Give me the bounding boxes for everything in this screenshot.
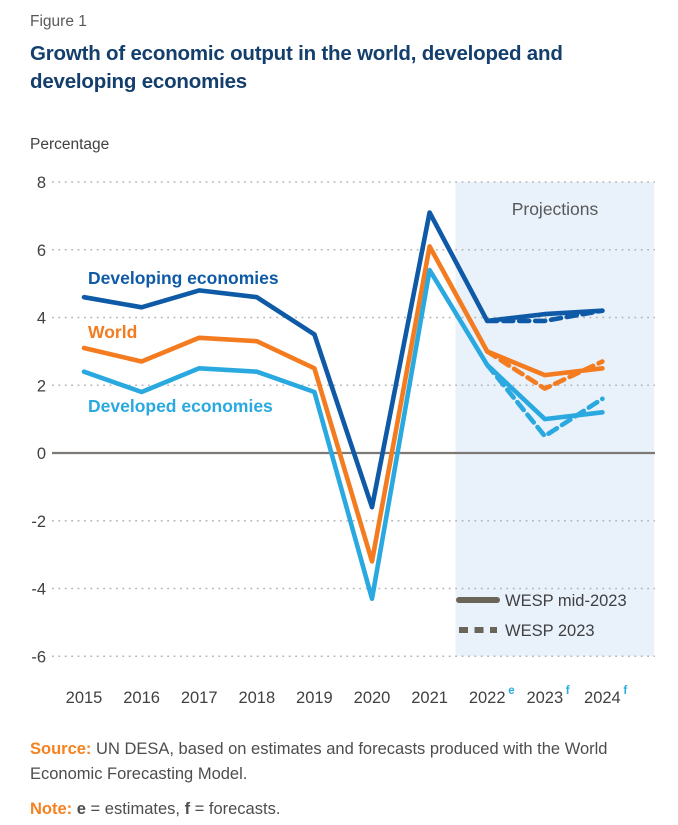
x-tick-label: 2022 <box>468 689 506 707</box>
y-tick-label: -4 <box>31 580 46 599</box>
projections-annotation: Projections <box>511 199 599 219</box>
y-tick-label: 0 <box>36 445 46 463</box>
y-tick-label: 8 <box>36 174 46 192</box>
growth-line-chart <box>0 168 678 720</box>
footnotes <box>30 737 645 825</box>
world-series-label: World <box>88 322 138 342</box>
note-f-symbol: f <box>184 800 191 818</box>
x-tick-superscript: e <box>508 685 515 697</box>
note-e-text: = estimates, <box>90 800 180 818</box>
page-title: Growth of economic output in the world, developed and developing economies <box>30 42 563 93</box>
x-tick-label: 2019 <box>296 689 333 707</box>
legend-label: WESP 2023 <box>505 622 595 640</box>
x-tick-label: 2017 <box>180 689 218 707</box>
estimates-note <box>30 797 645 822</box>
legend-label: WESP mid-2023 <box>505 592 627 610</box>
note-e-symbol: e <box>76 800 86 818</box>
x-tick-label: 2023 <box>526 689 564 707</box>
y-axis-title: Percentage <box>30 136 110 153</box>
x-tick-label: 2016 <box>123 689 160 707</box>
y-tick-label: 4 <box>36 309 46 328</box>
source-label: Source: <box>30 740 92 758</box>
x-tick-superscript: f <box>623 685 628 697</box>
source-note <box>30 737 645 787</box>
y-tick-label: 2 <box>36 377 46 396</box>
note-f-text: = forecasts. <box>194 800 281 818</box>
y-tick-label: -6 <box>31 648 46 667</box>
x-tick-label: 2015 <box>65 689 103 707</box>
x-tick-label: 2021 <box>411 689 448 707</box>
developing-series-label: Developing economies <box>88 268 279 288</box>
y-tick-label: -2 <box>31 512 46 531</box>
source-text: UN DESA, based on estimates and forecasts produced with the World Economic Forecasting Model. <box>30 740 608 783</box>
figure-number-label: Figure 1 <box>30 13 87 30</box>
x-tick-label: 2024 <box>584 689 621 707</box>
developed-series-label: Developed economies <box>88 396 273 416</box>
x-tick-label: 2020 <box>353 689 391 707</box>
y-tick-label: 6 <box>36 241 46 260</box>
x-tick-superscript: f <box>565 685 570 697</box>
note-label: Note: <box>30 800 73 818</box>
x-tick-label: 2018 <box>238 689 276 707</box>
